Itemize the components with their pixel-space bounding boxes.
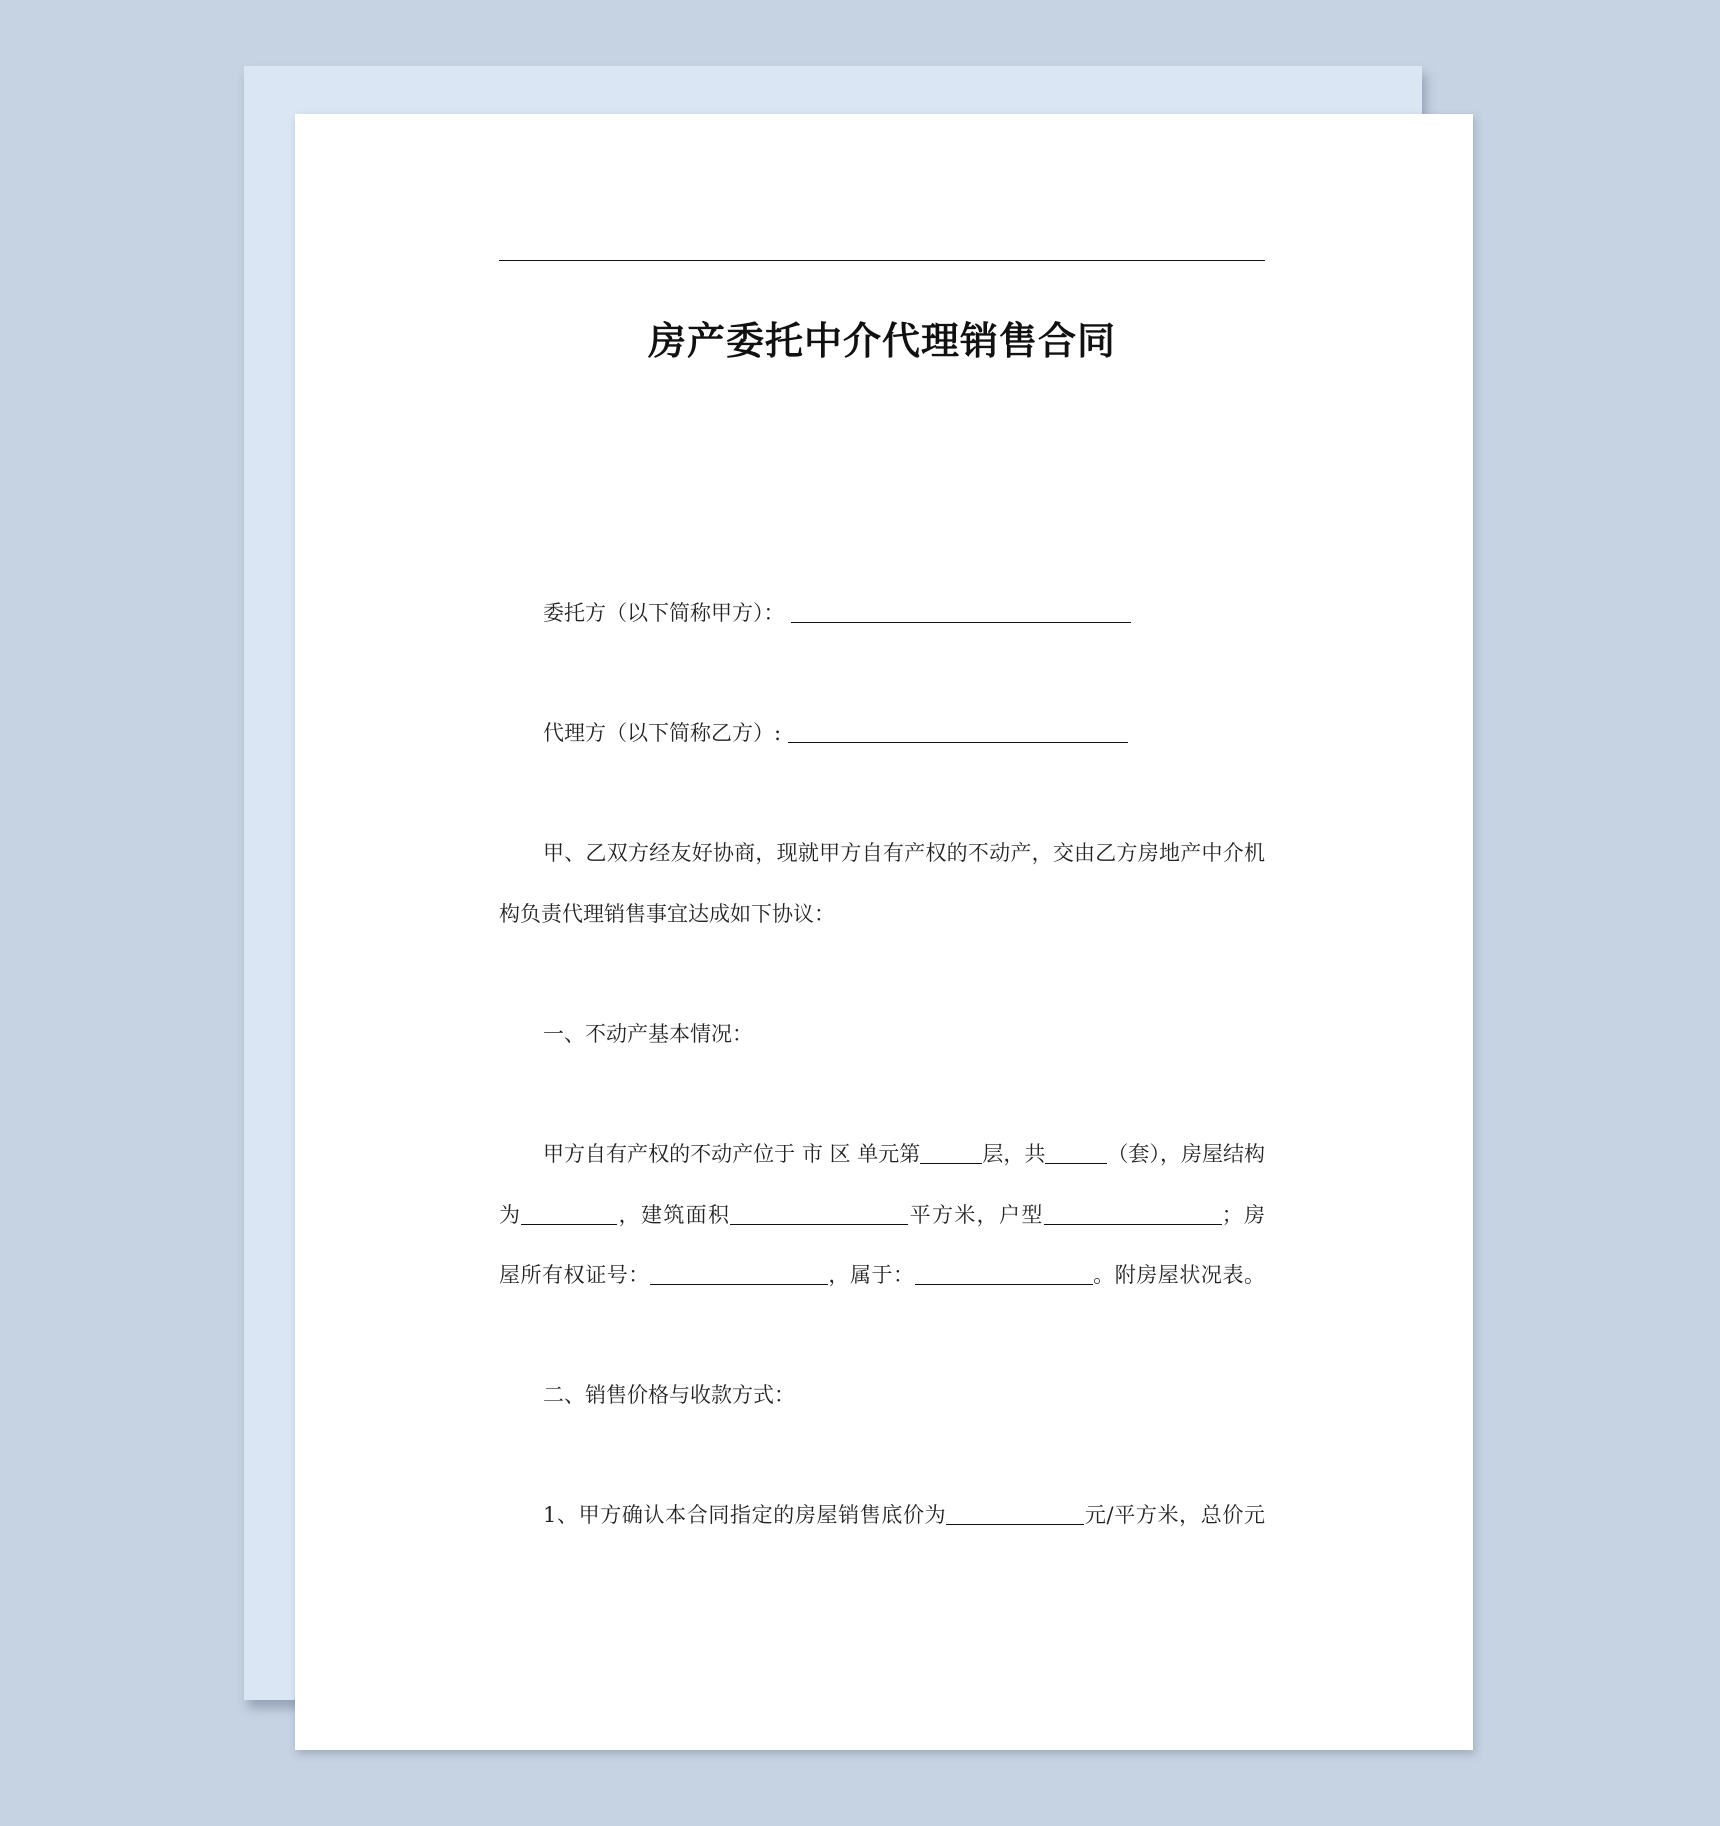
- intro-paragraph-line1: 甲、乙双方经友好协商，现就甲方自有产权的不动产，交由乙方房地产中介机: [543, 841, 1265, 865]
- structure-prefix: 为: [499, 1203, 522, 1227]
- section2-heading: 二、销售价格与收款方式：: [543, 1383, 795, 1407]
- certificate-text: 屋所有权证号：: [499, 1263, 650, 1287]
- party-b-blank: [788, 722, 1128, 743]
- total-price-text: 元/平方米，总价: [1084, 1503, 1245, 1527]
- area-blank: [730, 1204, 908, 1225]
- floor-blank: [920, 1143, 982, 1164]
- header-rule: [499, 260, 1265, 261]
- section1-line2: [499, 1200, 1265, 1230]
- party-a-label: 委托方（以下简称甲方）：: [543, 601, 785, 625]
- section1-line3: [499, 1260, 1265, 1290]
- party-b-line: [499, 718, 1265, 748]
- party-a-line: [499, 598, 1265, 628]
- location-text: 甲方自有产权的不动产位于 市 区 单元第: [543, 1142, 921, 1166]
- structure-text: （套），房屋结构: [1107, 1142, 1266, 1166]
- certificate-blank: [650, 1264, 828, 1285]
- clause1-line: [499, 1500, 1265, 1530]
- layout-blank: [1044, 1204, 1222, 1225]
- total-price-unit: 元: [1244, 1503, 1266, 1527]
- structure-blank: [521, 1204, 617, 1225]
- floor-text: 层，共: [982, 1142, 1046, 1166]
- attachment-text: 。附房屋状况表。: [1092, 1263, 1266, 1287]
- party-b-label: 代理方（以下简称乙方）:: [543, 721, 782, 745]
- party-a-blank: [791, 602, 1131, 623]
- units-blank: [1045, 1143, 1107, 1164]
- ownership-text: ，属于：: [827, 1263, 915, 1287]
- document-page: [295, 114, 1473, 1750]
- document-title: 房产委托中介代理销售合同: [647, 319, 1116, 363]
- section1-line1: [499, 1139, 1265, 1169]
- ownership-blank: [915, 1264, 1093, 1285]
- line2-suffix: ；房: [1221, 1203, 1266, 1227]
- intro-paragraph-line2: 构负责代理销售事宜达成如下协议：: [499, 902, 835, 926]
- section1-heading: 一、不动产基本情况：: [543, 1022, 753, 1046]
- base-price-text: 1、甲方确认本合同指定的房屋销售底价为: [543, 1503, 947, 1527]
- layout-text: 平方米，户型: [908, 1203, 1044, 1227]
- unit-price-blank: [946, 1504, 1084, 1525]
- area-text: ，建筑面积: [617, 1203, 731, 1227]
